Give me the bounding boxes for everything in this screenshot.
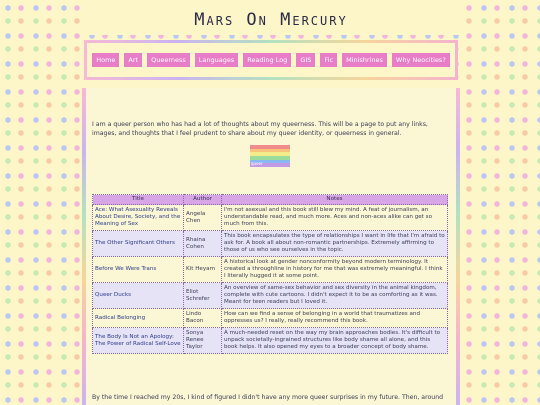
book-author-cell: Sonya Renee Taylor bbox=[184, 328, 222, 354]
intro-paragraph: I am a queer person who has had a lot of thoughts about my queerness. This will be a page to put any links, images, and thoughts that I feel prudent to share about my queer identity, or queerness in general. bbox=[92, 121, 428, 137]
book-title-cell: Radical Belonging bbox=[93, 309, 184, 328]
queer-flag-image bbox=[250, 145, 290, 167]
nav-button-gis[interactable]: GIS bbox=[296, 53, 315, 67]
page-wrapper bbox=[82, 0, 460, 405]
nav-button-minishrines[interactable]: Minishrines bbox=[342, 53, 387, 67]
book-title-cell: Queer Ducks bbox=[93, 283, 184, 309]
book-author-cell: Lindo Bacon bbox=[184, 309, 222, 328]
book-notes-cell: A much-needed reset on the way my brain approaches bodies. It's difficult to unpack societally-ingrained structures like body shame all alone, and this book helps. It also opened my eyes to a broader concept of body shame. bbox=[222, 328, 448, 354]
nav-button-queerness[interactable]: Queerness bbox=[147, 53, 190, 67]
nav-button-languages[interactable]: Languages bbox=[195, 53, 238, 67]
nav-button-why-neocities[interactable]: Why Neocities? bbox=[392, 53, 450, 67]
book-notes-cell: A historical look at gender nonconformity beyond modern terminology. It created a throughline in history for me that was extremely meaningful. I think I literally hugged it at some point. bbox=[222, 257, 448, 283]
table-row bbox=[93, 257, 448, 283]
book-author-cell: Eliot Schrefer bbox=[184, 283, 222, 309]
table-row bbox=[93, 205, 448, 231]
site-title[interactable]: Mars On Mercury bbox=[82, 5, 460, 35]
table-row bbox=[93, 231, 448, 257]
right-border-strip bbox=[456, 88, 460, 405]
main-content bbox=[86, 88, 456, 405]
nav-button-art[interactable]: Art bbox=[124, 53, 142, 67]
column-header-title: Title bbox=[93, 195, 184, 205]
book-title-cell: The Body Is Not an Apology: The Power of Radical Self-Love bbox=[93, 328, 184, 354]
column-header-notes: Notes bbox=[222, 195, 448, 205]
book-author-cell: Angela Chen bbox=[184, 205, 222, 231]
book-title-cell: The Other Significant Others bbox=[93, 231, 184, 257]
column-header-author: Author bbox=[184, 195, 222, 205]
book-title-cell: Before We Were Trans bbox=[93, 257, 184, 283]
book-author-cell: Kit Heyam bbox=[184, 257, 222, 283]
flag-label: queer bbox=[251, 161, 263, 166]
table-row bbox=[93, 283, 448, 309]
nav-bar bbox=[87, 43, 455, 77]
nav-frame bbox=[84, 40, 458, 80]
table-row bbox=[93, 328, 448, 354]
table-row bbox=[93, 309, 448, 328]
book-notes-cell: How can we find a sense of belonging in a world that traumatizes and oppresses us? I really, really recommend this book. bbox=[222, 309, 448, 328]
bottom-paragraph: By the time I reached my 20s, I kind of figured I didn't have any more queer surprises in my future. Then, around bbox=[92, 394, 444, 401]
book-notes-cell: An overview of same-sex behavior and sex diversity in the animal kingdom, complete with cute cartoons. I didn't expect it to be as comforting as it was. Meant for teen readers but I loved it. bbox=[222, 283, 448, 309]
book-notes-cell: This book encapsulates the type of relationships I want in life that I'm afraid to ask for. A book all about non-romantic partnerships. Extremely affirming to those of us who see ourselves in the topic. bbox=[222, 231, 448, 257]
nav-button-home[interactable]: Home bbox=[92, 53, 119, 67]
nav-button-fic[interactable]: Fic bbox=[320, 53, 337, 67]
table-header-row bbox=[93, 195, 448, 205]
book-author-cell: Rhaina Cohen bbox=[184, 231, 222, 257]
nav-button-reading-log[interactable]: Reading Log bbox=[243, 53, 291, 67]
book-notes-cell: I'm not asexual and this book still blew my mind. A feat of journalism, an understandable read, and much more. Aces and non-aces alike can get so much from this. bbox=[222, 205, 448, 231]
reading-table bbox=[92, 194, 448, 354]
book-title-cell: Ace: What Asexuality Reveals About Desire, Society, and the Meaning of Sex bbox=[93, 205, 184, 231]
